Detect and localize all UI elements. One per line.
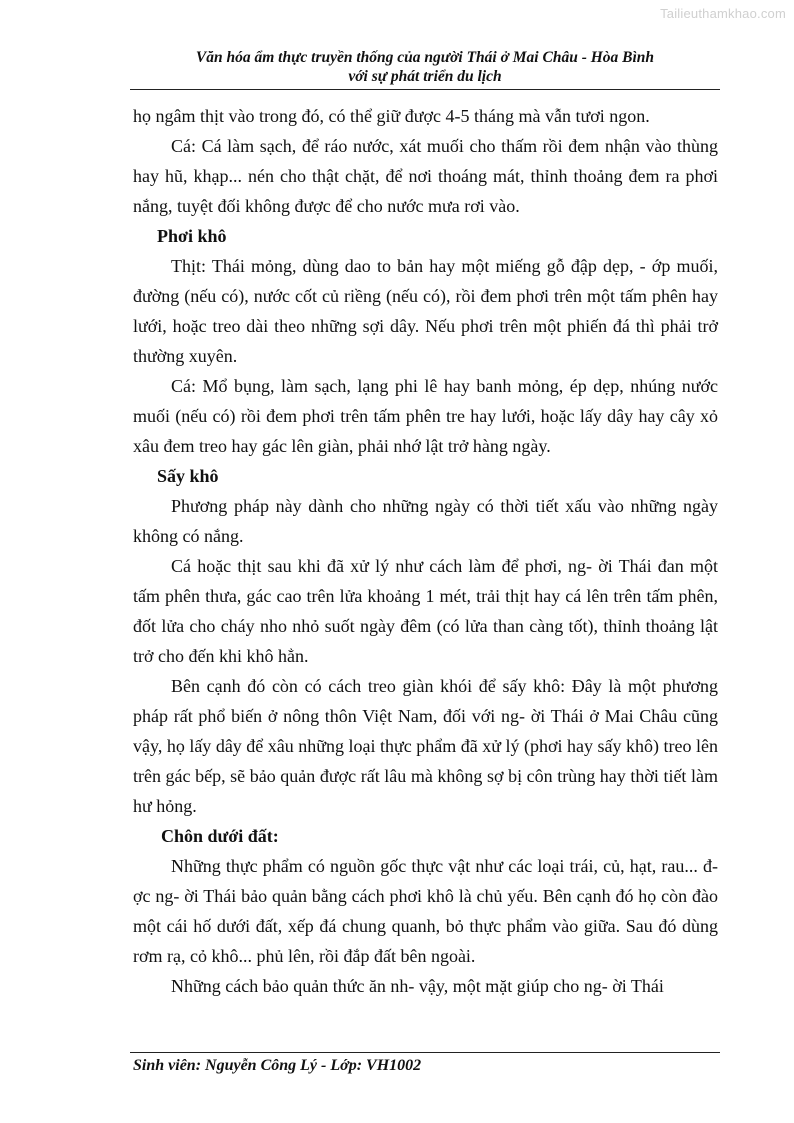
watermark: Tailieuthamkhao.com <box>660 6 786 21</box>
header-title-line-1: Văn hóa ẩm thực truyền thống của người Thái ở Mai Châu - Hòa Bình <box>195 49 655 66</box>
header-title-line-2: với sự phát triển du lịch <box>348 68 502 85</box>
paragraph: họ ngâm thịt vào trong đó, có thể giữ được 4-5 tháng mà vẫn tươi ngon. <box>133 106 650 126</box>
paragraph: Cá: Mổ bụng, làm sạch, lạng phi lê hay banh mỏng, ép dẹp, nhúng nước muối (nếu có) rồi đem phơi trên tấm phên tre hay lưới, hoặc lấy dây hay cây xỏ xâu đem treo hay gác lên giàn, phải nhớ lật trở hàng ngày. <box>133 376 718 456</box>
paragraph: Cá hoặc thịt sau khi đã xử lý như cách làm để phơi, ng- ời Thái đan một tấm phên thưa, gác cao trên lửa khoảng 1 mét, trải thịt hay cá lên trên tấm phên, đốt lửa cho cháy nho nhỏ suốt ngày đêm (có lửa than càng tốt), thỉnh thoảng lật trở cho đến khi khô hẳn. <box>133 556 718 666</box>
paragraph: Thịt: Thái mỏng, dùng dao to bản hay một miếng gỗ đập dẹp, - ớp muối, đường (nếu có), nước cốt củ riềng (nếu có), rồi đem phơi trên một tấm phên hay lưới, hoặc treo dài theo những sợi dây. Nếu phơi trên một phiến đá thì phải trở thường xuyên. <box>133 256 718 366</box>
header-rule <box>130 89 720 90</box>
section-heading-chon-duoi-dat: Chôn dưới đất: <box>161 826 279 846</box>
footer-rule <box>130 1052 720 1053</box>
paragraph: Những thực phẩm có nguồn gốc thực vật như các loại trái, củ, hạt, rau... đ- ợc ng- ời Thái bảo quản bằng cách phơi khô là chủ yếu. Bên cạnh đó họ còn đào một cái hố dưới đất, xếp đá chung quanh, bỏ thực phẩm vào giữa. Sau đó dùng rơm rạ, cỏ khô... phủ lên, rồi đắp đất bên ngoài. <box>133 856 718 966</box>
paragraph: Cá: Cá làm sạch, để ráo nước, xát muối cho thấm rồi đem nhận vào thùng hay hũ, khạp... nén cho thật chặt, để nơi thoáng mát, thỉnh thoảng đem ra phơi nắng, tuyệt đối không được để cho nước mưa rơi vào. <box>133 136 718 216</box>
paragraph: Phương pháp này dành cho những ngày có thời tiết xấu vào những ngày không có nắng. <box>133 496 718 546</box>
page-footer: Sinh viên: Nguyễn Công Lý - Lớp: VH1002 <box>133 1057 422 1074</box>
paragraph: Những cách bảo quản thức ăn nh- vậy, một mặt giúp cho ng- ời Thái <box>171 976 664 996</box>
page-header <box>130 48 720 86</box>
section-heading-phoi-kho: Phơi khô <box>157 226 227 246</box>
section-heading-say-kho: Sấy khô <box>157 466 219 486</box>
paragraph: Bên cạnh đó còn có cách treo giàn khói để sấy khô: Đây là một phương pháp rất phổ biến ở nông thôn Việt Nam, đối với ng- ời Thái ở Mai Châu cũng vậy, họ lấy dây để xâu những loại thực phẩm đã xử lý (phơi hay sấy khô) treo lên trên gác bếp, sẽ bảo quản được rất lâu mà không sợ bị côn trùng hay thời tiết làm hư hỏng. <box>133 676 718 816</box>
document-body <box>133 101 718 1001</box>
